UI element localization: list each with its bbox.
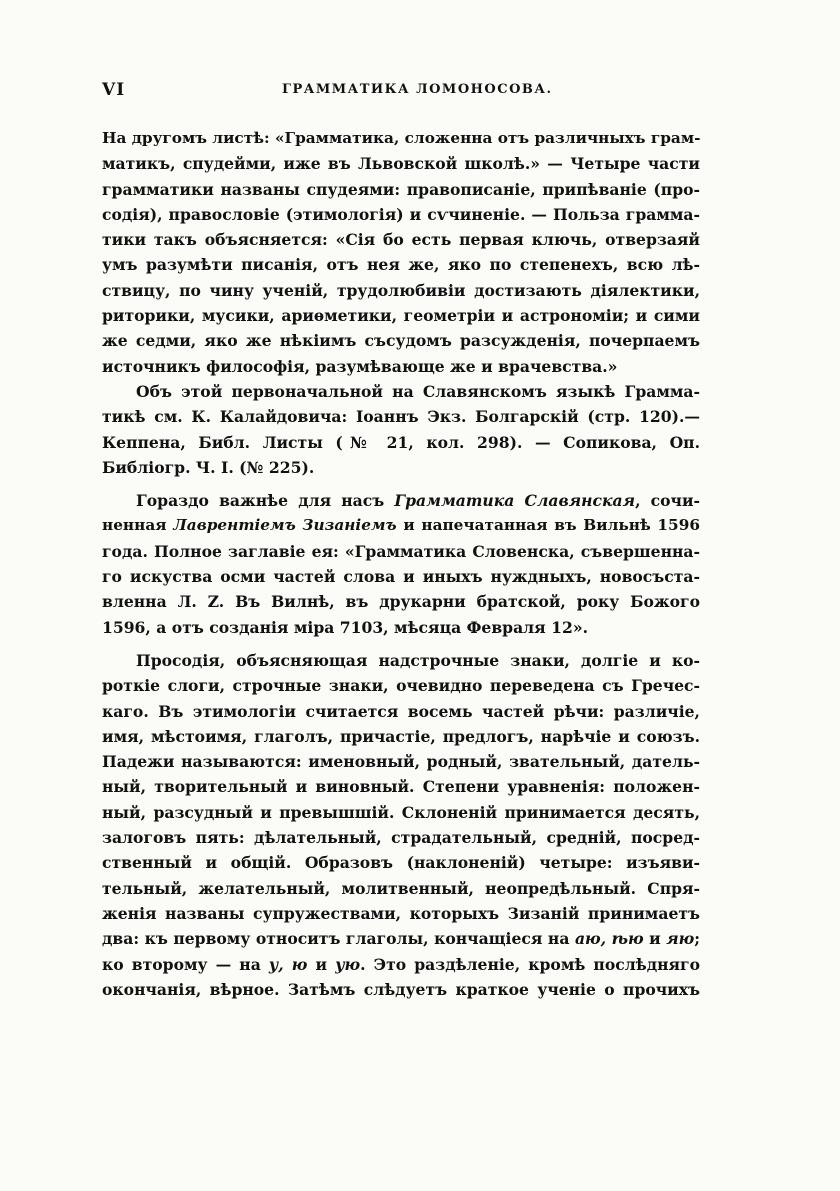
paragraph: [102, 126, 700, 379]
text-line: 1596, а отъ созданія міра 7103, мѣсяца Февраля 12».: [102, 617, 588, 637]
text-line: матикъ, спудейми, иже въ Львовской школѣ.» — Четыре части: [102, 154, 700, 174]
italic-ending: у, ю: [268, 954, 308, 974]
text-line: ко второму — на у, ю и ую. Это раздѣленіе, кромѣ послѣдняго: [102, 954, 700, 974]
text-line: имя, мѣстоимя, глаголъ, причастіе, предлогъ, нарѣчіе и союзъ.: [102, 726, 700, 746]
italic-ending: аю, ѣю: [574, 929, 644, 949]
text-line: Библіогр. Ч. I. (№ 225).: [102, 457, 315, 477]
text-line: тики такъ объясняется: «Сія бо есть первая ключь, отверзаяй: [102, 230, 700, 250]
text-line: Объ этой первоначальной на Славянскомъ языкѣ Грамма-: [136, 381, 700, 401]
text-line: грамматики названы спудеями: правописаніе, припѣваніе (про-: [102, 179, 700, 199]
text-line: Гораздо важнѣе для насъ Грамматика Славянская, сочи-: [136, 491, 700, 511]
text-line: два: къ первому относитъ глаголы, кончащіеся на аю, ѣю и яю;: [102, 929, 700, 949]
text-line: каго. Въ этимологіи считается восемь частей рѣчи: различіе,: [102, 701, 700, 721]
text-line: женія названы супружествами, которыхъ Зизаній принимаетъ: [102, 903, 700, 923]
italic-ending: ую: [335, 954, 361, 974]
text-line: ненная Лаврентіемъ Зизаніемъ и напечатанная въ Вильнѣ 1596: [102, 516, 700, 535]
text-line: На другомъ листѣ: «Грамматика, сложенна отъ различныхъ грам-: [102, 129, 700, 147]
italic-title: Грамматика Славянская: [394, 491, 636, 511]
text-line: ствицу, по чину ученій, трудолюбивіи достизають діялектики,: [102, 280, 700, 300]
page-number: VI: [102, 80, 126, 100]
running-title: ГРАММАТИКА ЛОМОНОСОВА.: [282, 82, 553, 97]
text-line: ный, творительный и виновный. Степени уравненія: положен-: [102, 777, 700, 797]
text-line: Падежи называются: именовный, родный, звательный, датель-: [102, 752, 700, 772]
paragraph: [102, 648, 700, 1002]
italic-author: Лаврентіемъ Зизаніемъ: [173, 516, 397, 535]
paragraph: [102, 488, 700, 640]
paragraph: [102, 379, 700, 480]
text-line: риторики, мусики, ариѳметики, геометріи и астрономіи; и сими: [102, 306, 700, 326]
text-line: содія), правословіе (этимологія) и сѵчиненіе. — Польза грамма-: [102, 204, 700, 224]
text-line: тельный, желательный, молитвенный, неопредѣльный. Спря-: [102, 878, 700, 898]
text-line: же седми, яко же нѣкіимъ съсудомъ разсужденія, почерпаемъ: [102, 331, 700, 351]
text-line: ный, разсудный и превышшій. Склоненій принимается десять,: [102, 802, 700, 822]
text-line: вленна Л. Z. Въ Вилнѣ, въ друкарни братской, року Божого: [102, 592, 700, 612]
italic-ending: яю: [666, 929, 695, 949]
text-line: года. Полное заглавіе ея: «Грамматика Словенска, съвершенна-: [102, 541, 700, 561]
text-line: роткіе слоги, строчные знаки, очевидно переведена съ Гречес-: [102, 676, 700, 696]
text-line: Кеппена, Библ. Листы (№ 21, кол. 298). — Сопикова, Оп.: [102, 432, 700, 452]
text-line: тикѣ см. К. Калайдовича: Іоаннъ Экз. Болгарскій (стр. 120).—: [102, 407, 700, 427]
text-line: Просодія, объясняющая надстрочные знаки, долгіе и ко-: [136, 650, 700, 670]
text-line: залоговъ пять: дѣлательный, страдательный, средній, посред-: [102, 828, 700, 848]
text-body: [102, 126, 700, 1002]
page-header: [102, 80, 700, 110]
text-line: го искуства осми частей слова и иныхъ нуждныхъ, новосъста-: [102, 567, 700, 587]
text-line: умъ разумѣти писанія, отъ нея же, яко по степенехъ, всю лѣ-: [102, 255, 700, 275]
text-line: источникъ философія, разумѣвающе же и врачевства.»: [102, 356, 618, 376]
text-line: окончанія, вѣрное. Затѣмъ слѣдуетъ краткое ученіе о прочихъ: [102, 979, 700, 999]
text-line: ственный и общій. Образовъ (наклоненій) четыре: изъяви-: [102, 853, 700, 873]
